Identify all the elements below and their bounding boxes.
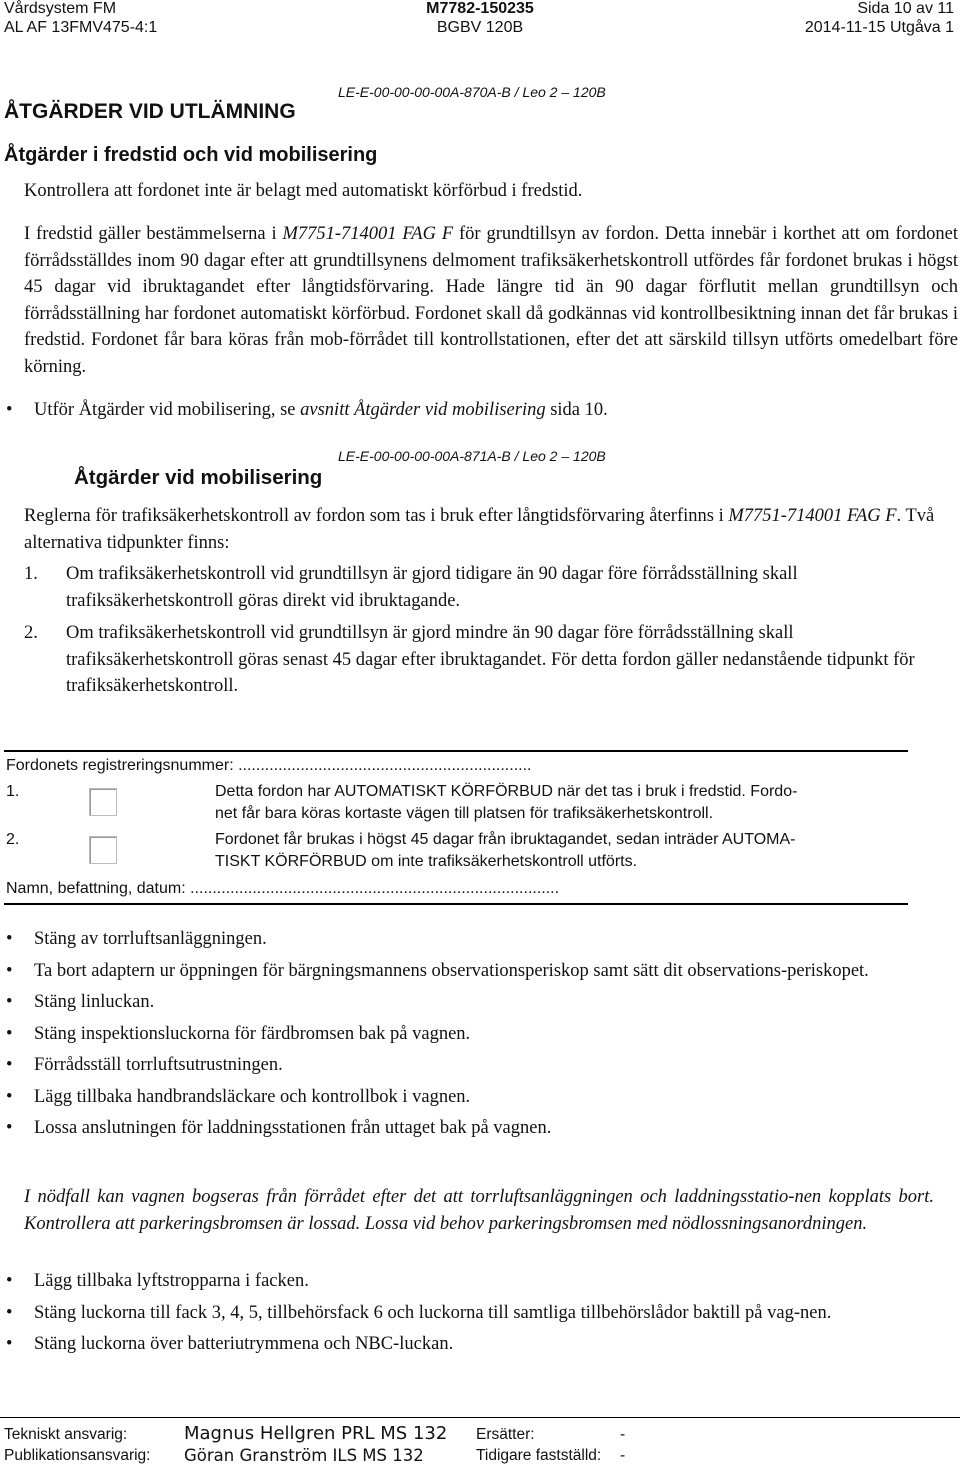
list-item: 1. Om trafiksäkerhetskontroll vid grundtillsyn är gjord tidigare än 90 dagar före förrådsställning skall trafiksäkerhetskontroll göras direkt vid ibruktagande. — [24, 564, 798, 611]
option-2-checkbox[interactable] — [89, 836, 117, 864]
list-item: 2. Om trafiksäkerhetskontroll vid grundtillsyn är gjord mindre än 90 dagar före förrådsställning skall trafiksäkerhetskontroll göras senast 45 dagar efter ibruktagandet. För detta fordon gäller nedanstående tidpunkt för trafiksäkerhetskontroll. — [24, 623, 915, 696]
section1-subtitle: Åtgärder i fredstid och vid mobilisering — [4, 144, 378, 166]
header-date-edition: 2014-11-15 Utgåva 1 — [804, 19, 954, 36]
section1-p2-before: I fredstid gäller bestämmelserna i — [24, 224, 283, 244]
option-2-number: 2. — [6, 831, 20, 848]
option-1-number: 1. — [6, 783, 20, 800]
header-af: AL AF 13FMV475-4:1 — [4, 19, 158, 36]
list-item: • Stäng luckorna till fack 3, 4, 5, tillbehörsfack 6 och luckorna till samtliga tillbehörslådor baktill på vag-nen. — [0, 1300, 956, 1327]
registration-number-field[interactable]: Fordonets registreringsnummer: .................................................................. — [6, 757, 532, 774]
footer-rule — [0, 1417, 960, 1418]
list-item: • Lägg tillbaka handbrandsläckare och kontrollbok i vagnen. — [0, 1084, 956, 1111]
section1-p1: Kontrollera att fordonet inte är belagt med automatiskt körförbud i fredstid. — [24, 181, 583, 201]
list-item: • Ta bort adaptern ur öppningen för bärgningsmannens observationsperiskop samt sätt dit observations-periskopet. — [0, 958, 956, 985]
header-doc-id: M7782-150235 — [426, 0, 534, 17]
form-top-rule — [4, 750, 908, 752]
section1-p2-after: för grundtillsyn av fordon. Detta innebär i korthet att om fordonet förrådsställdes inom 90 dagar efter att grundtillsynens delmoment trafiksäkerhetskontroll utfördes får fordonet brukas i högst 45 dagar vid ibruktagandet efter långtidsförvaring. Hade längre tid än 90 dagar förflutit mellan grundtillsyn och förrådsställning har fordonet automatiskt körförbud. Fordonet skall då godkännas vid kontrollbesiktning innan det får brukas i fredstid. Fordonet får bara köras från mob-förrådet till kontrollstationen, efter det att särskild tillsyn utförts omedelbart före körning. — [24, 224, 959, 377]
footer-pub-label: Publikationsansvarig: — [4, 1447, 151, 1464]
header-page-number: Sida 10 av 11 — [857, 0, 954, 17]
section1-title: ÅTGÄRDER VID UTLÄMNING — [4, 100, 296, 123]
footer-prev-value: - — [620, 1447, 626, 1464]
option-2-line1: Fordonet får brukas i högst 45 dagar från ibruktagandet, sedan inträder AUTOMA- — [215, 831, 796, 848]
section2-numbered-list — [24, 561, 956, 700]
footer-prev-label: Tidigare fastställd: — [476, 1447, 602, 1464]
list-item: • Stäng av torrluftsanläggningen. — [0, 926, 956, 953]
section1-p2-ref: M7751-714001 FAG F — [282, 224, 454, 244]
option-2-line2: TISKT KÖRFÖRBUD om inte trafiksäkerhetskontroll utförts. — [215, 853, 638, 870]
footer-pub-value: Göran Granström ILS MS 132 — [184, 1446, 424, 1465]
footer-replaces-value: - — [620, 1426, 626, 1443]
checklist-bullets — [0, 926, 956, 1142]
header-vehicle: BGBV 120B — [436, 19, 524, 36]
list-item: • Stäng linluckan. — [0, 989, 956, 1016]
option-1-checkbox[interactable] — [89, 788, 117, 816]
final-bullets — [0, 1268, 956, 1358]
list-item: • Utför Åtgärder vid mobilisering, se avsnitt Åtgärder vid mobilisering sida 10. — [0, 397, 956, 424]
section1-bullet-list — [0, 397, 956, 424]
section2-ref: LE-E-00-00-00-00A-871A-B / Leo 2 – 120B — [338, 448, 606, 464]
list-item: • Stäng inspektionsluckorna för färdbromsen bak på vagnen. — [0, 1021, 956, 1048]
footer-replaces-label: Ersätter: — [476, 1426, 535, 1443]
name-title-date-field[interactable]: Namn, befattning, datum: ................................................................................... — [6, 880, 560, 897]
list-item: • Lägg tillbaka lyftstropparna i facken. — [0, 1268, 956, 1295]
list-item: • Lossa anslutningen för laddningsstationen från uttaget bak på vagnen. — [0, 1115, 956, 1142]
header-system: Vårdsystem FM — [4, 0, 117, 17]
list-item: • Stäng luckorna över batteriutrymmena och NBC-luckan. — [0, 1331, 956, 1358]
option-1-line1: Detta fordon har AUTOMATISKT KÖRFÖRBUD när det tas i bruk i fredstid. Fordo- — [215, 783, 798, 800]
section1-bullet-ref: avsnitt Åtgärder vid mobilisering — [300, 400, 546, 420]
form-bottom-rule — [4, 903, 908, 905]
footer-tech-value: Magnus Hellgren PRL MS 132 — [184, 1423, 448, 1444]
section1-p2 — [24, 221, 958, 380]
section2-intro-ref: M7751-714001 FAG F — [728, 506, 897, 526]
section2-title: Åtgärder vid mobilisering — [74, 466, 323, 489]
footer-tech-label: Tekniskt ansvarig: — [4, 1426, 128, 1443]
list-item: • Förrådsställ torrluftsutrustningen. — [0, 1052, 956, 1079]
option-1-line2: net får bara köras kortaste vägen till platsen för trafiksäkerhetskontroll. — [215, 805, 714, 822]
section1-ref: LE-E-00-00-00-00A-870A-B / Leo 2 – 120B — [338, 84, 606, 100]
emergency-note: I nödfall kan vagnen bogseras från förrådet efter det att torrluftsanläggningen och laddningsstatio-nen kopplats bort. Kontrollera att parkeringsbromsen är lossad. Lossa vid behov parkeringsbromsen med nödlossningsanordningen. — [24, 1187, 934, 1234]
section2-intro: Reglerna för trafiksäkerhetskontroll av fordon som tas i bruk efter långtidsförvaring återfinns i M7751-714001 FAG F. Två alternativa tidpunkter finns: — [24, 506, 935, 553]
